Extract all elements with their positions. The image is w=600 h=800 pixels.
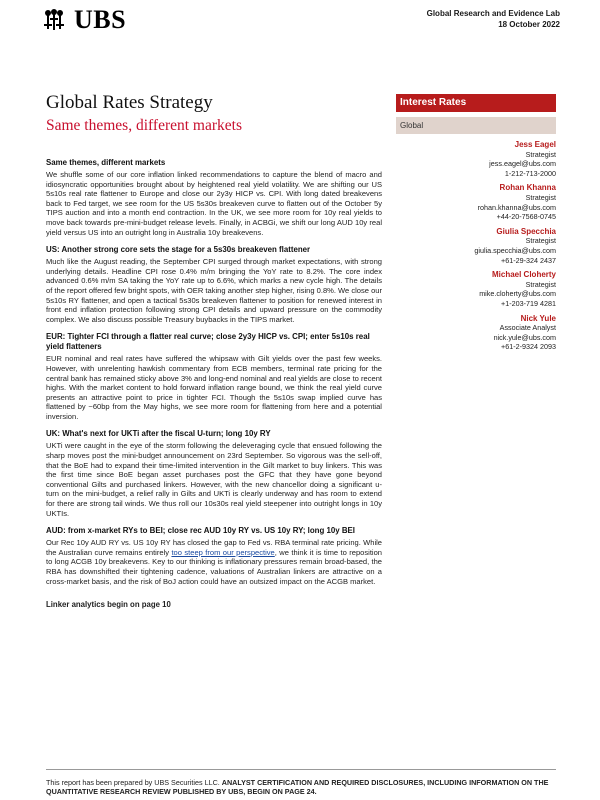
- header-publisher: Global Research and Evidence Lab: [426, 9, 560, 18]
- analyst-role: Strategist: [525, 192, 556, 202]
- analyst-role: Strategist: [525, 236, 556, 246]
- report-body: [46, 158, 382, 610]
- analyst-role: Strategist: [525, 279, 556, 289]
- section-heading: US: Another strong core sets the stage for a 5s30s breakeven flattener: [46, 245, 311, 255]
- analyst-name: Rohan Khanna: [499, 183, 556, 193]
- analyst-name: Michael Cloherty: [491, 270, 556, 280]
- ubs-logo: [40, 6, 126, 34]
- report-subtitle: Same themes, different markets: [46, 117, 242, 134]
- section-heading: EUR: Tighter FCI through a flatter real curve; close 2y3y HICP vs. CPI; enter 5s10s real yield flatteners: [46, 332, 370, 352]
- analyst-email[interactable]: giulia.specchia@ubs.com: [474, 245, 556, 255]
- category-bar: Interest Rates: [396, 94, 556, 112]
- analyst-name: Nick Yule: [520, 313, 556, 323]
- section-heading: Same themes, different markets: [46, 158, 166, 167]
- analyst-card: [396, 140, 556, 178]
- analyst-phone: +61-29-324 2437: [501, 255, 556, 265]
- section-heading: UK: What's next for UKTi after the fiscal U-turn; long 10y RY: [46, 429, 271, 439]
- report-title: Global Rates Strategy: [46, 92, 213, 113]
- analyst-card: [396, 227, 556, 265]
- footer-divider: [46, 769, 556, 770]
- analyst-phone: 1-212-713-2000: [504, 168, 556, 178]
- analyst-list: [396, 140, 556, 357]
- analyst-email[interactable]: nick.yule@ubs.com: [493, 332, 556, 342]
- section-heading: AUD: from x-market RYs to BEI; close rec AUD 10y RY vs. US 10y RY; long 10y BEI: [46, 526, 356, 536]
- analyst-phone: +44-20-7568-0745: [496, 212, 556, 222]
- brand-name: UBS: [74, 5, 127, 34]
- footer-disclosure: ANALYST CERTIFICATION AND REQUIRED DISCLOSURES, INCLUDING INFORMATION ON THE QUANTITATIVE RESEARCH REVIEW PUBLISHED BY UBS, BEGIN ON PAGE 24.: [46, 778, 549, 796]
- analyst-role: Associate Analyst: [499, 323, 556, 333]
- closing-note: Linker analytics begin on page 10: [46, 600, 171, 610]
- footer-disclaimer: [46, 778, 556, 796]
- ubs-keys-logo-icon: [40, 8, 68, 32]
- analyst-email[interactable]: jess.eagel@ubs.com: [489, 159, 556, 169]
- analyst-card: [396, 314, 556, 352]
- analyst-name: Jess Eagel: [514, 140, 556, 149]
- section-body-text: , we think it is time to reposition to long ACGB 10y breakevens. Key to our thinking is inflationary pressures remain broad-based, the RBA has downshifted their tightening cadence, valuations of Australian linkers are attractive on a cross-market basis, and the risk of BoJ action could have an outsized impact on the ACGB market.: [46, 547, 382, 586]
- section-body: EUR nominal and real rates have suffered the whipsaw with Gilt yields over the past few weeks. However, with unrelenting hawkish commentary from ECB members, terminal rate pricing for the central bank has remained sticky above 3% and long-end nominal and real yields are close to recent highs. With the market content to hold forward inflation range bound, we think the real yield curve presents an attractive point to price in tighter FCI. Though the 5s10s swap implied curve has flattened by ~60bp from the May highs, we see more room for flattening from here and a potential inversion.: [46, 354, 382, 421]
- region-bar: Global: [396, 117, 556, 134]
- footer-prefix: This report has been prepared by UBS Securities LLC.: [46, 778, 220, 787]
- section-body-text: Our Rec 10y AUD RY vs. US 10y RY has closed the gap to Fed vs. RBA terminal rate pricing. While the Australian curve remains entirely: [46, 538, 382, 557]
- section-body: UKTi were caught in the eye of the storm following the deleveraging cycle that ensued following the sharp moves post the mini-budget announcement on 23rd September. So vigorous was the sell-off, that the BoE had to expand their time-limited intervention in the Gilt market to buy linkers. This was the first time since BoE began asset purchases post the GFC that they have gone beyond conventional Gilts and purchased linkers. However, with the new chancellor doing a significant u-turn on the mini-budget, a relief rally in Gilts and UKTi is clearly underway and has room to extend for there are strong tail winds. We thus roll our 10s30s real yield steepener into outright longs in 10y UKTIs.: [46, 441, 382, 518]
- analyst-card: [396, 270, 556, 308]
- section-body: [46, 538, 382, 586]
- analyst-card: [396, 183, 556, 221]
- report-header: [427, 8, 560, 30]
- analyst-phone: +1-203-719 4281: [501, 298, 556, 308]
- header-date: 18 October 2022: [498, 20, 560, 29]
- analyst-email[interactable]: mike.cloherty@ubs.com: [479, 289, 556, 299]
- analyst-name: Giulia Specchia: [496, 226, 556, 236]
- analyst-email[interactable]: rohan.khanna@ubs.com: [477, 202, 556, 212]
- section-body: Much like the August reading, the September CPI surged through market expectations, with strong underlying details. Headline CPI rose 0.4% m/m bringing the YoY rate to 8.2%. The core index advanced 0.6% m/m SA taking the YoY rate up to 6.6%, which marks a new cycle high. The details of the report offered few bright spots, with OER taking another step higher, rising 0.8%. We close our 5s10s RY flattener, and open a tactical 5s30s breakeven flattener to position for renewed interest in front end inflation protection following strong CPI details and upward pressure on the commodity complex. We also discuss possible Treasury buybacks in the TIPS market.: [46, 257, 382, 324]
- section-body: We shuffle some of our core inflation linked recommendations to capture the blend of macro and idiosyncratic opportunities brought about by heightened real yield volatility. We are shifting our US 5s10s real rate flattener to Europe and close our 2y3y HICP vs. CPI. With long dated breakevens back to Fed target, we see room for the US 5s30s breakeven curve to flatten out of the October 5y TIPS auction and into a month end contraction. In the UK, we see more room for 10y real yields to move back towards pre-mini-budget release levels. Finally, in ACBGi, we shift our long AUD 10y real yield versus US into an outright long in Australia 10y breakevens.: [46, 170, 382, 237]
- analyst-phone: +61-2-9324 2093: [501, 342, 556, 352]
- perspective-link[interactable]: too steep from our perspective: [171, 547, 275, 557]
- analyst-role: Strategist: [525, 149, 556, 159]
